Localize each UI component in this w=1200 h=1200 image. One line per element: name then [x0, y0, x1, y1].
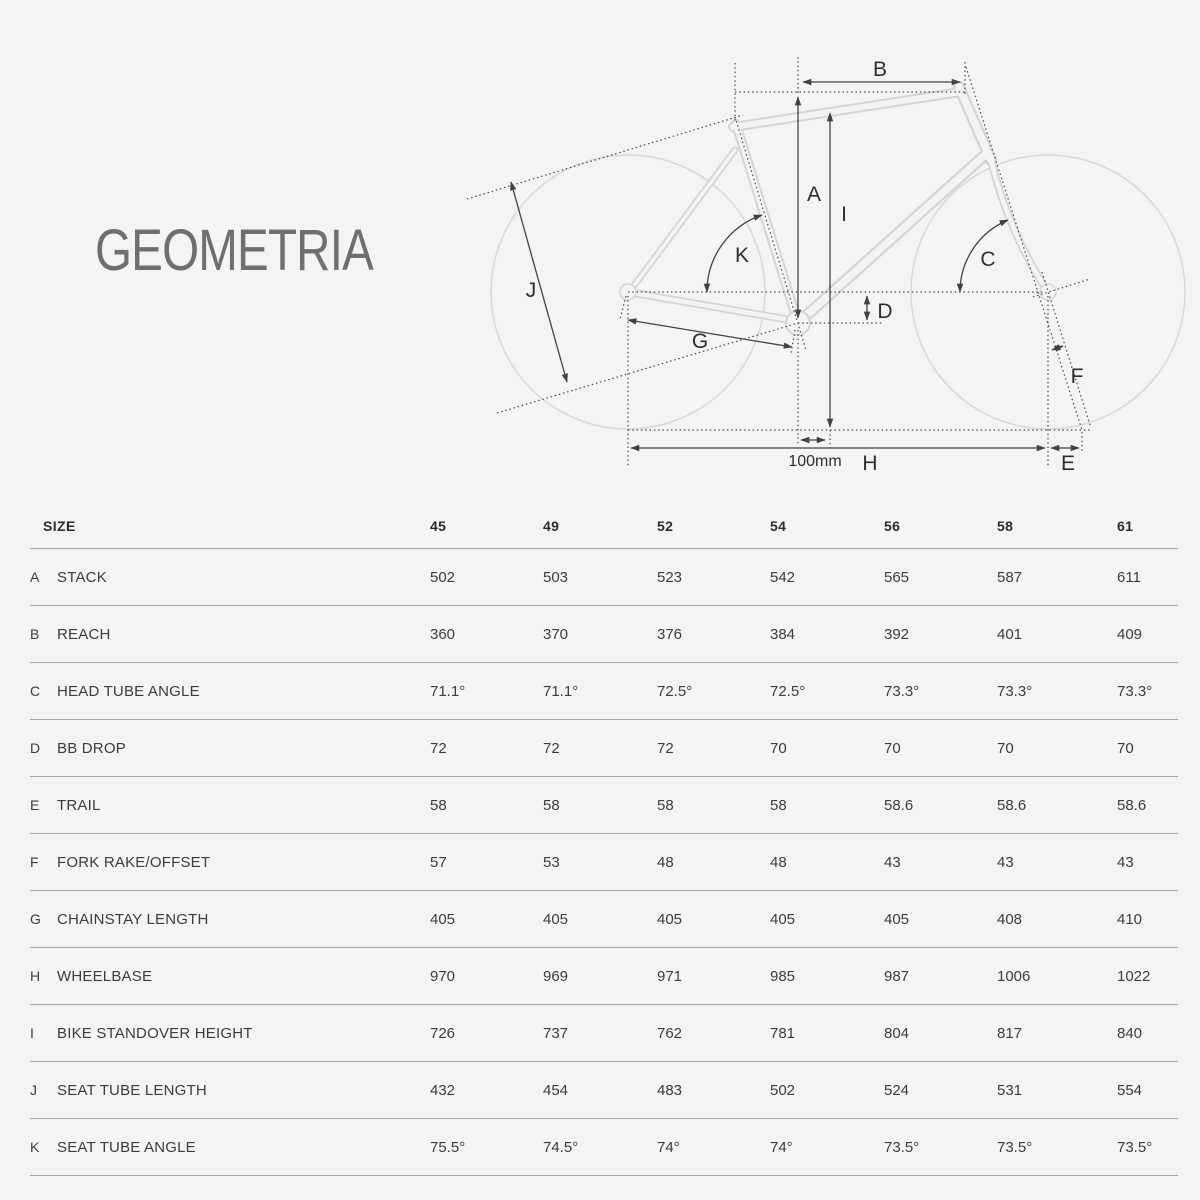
label-bb-drop: D	[877, 300, 893, 323]
value-cell: 71.1°	[543, 663, 657, 720]
label-head-tube-angle: C	[980, 248, 996, 271]
size-column-header: 58	[997, 503, 1117, 549]
value-cell: 1006	[997, 948, 1117, 1005]
value-cell: 611	[1117, 549, 1178, 606]
label-trail: E	[1060, 452, 1076, 475]
value-cell: 392	[884, 606, 997, 663]
value-cell: 384	[770, 606, 884, 663]
row-label-cell	[30, 663, 430, 720]
value-cell: 531	[997, 1062, 1117, 1119]
row-label-cell	[30, 1005, 430, 1062]
value-cell: 43	[884, 834, 997, 891]
value-cell: 969	[543, 948, 657, 1005]
value-cell: 502	[430, 549, 543, 606]
row-label: STACK	[57, 568, 107, 586]
value-cell: 762	[657, 1005, 770, 1062]
dim-line-chainstay	[628, 320, 792, 347]
value-cell: 73.5°	[997, 1119, 1117, 1176]
label-standover: I	[841, 203, 847, 226]
value-cell: 432	[430, 1062, 543, 1119]
value-cell: 58.6	[884, 777, 997, 834]
value-cell: 74°	[770, 1119, 884, 1176]
table-row-bb-drop	[30, 720, 1178, 777]
value-cell: 73.3°	[1117, 663, 1178, 720]
label-stack: A	[806, 183, 822, 206]
value-cell: 971	[657, 948, 770, 1005]
value-cell: 985	[770, 948, 884, 1005]
value-cell: 70	[770, 720, 884, 777]
value-cell: 1022	[1117, 948, 1178, 1005]
row-label: WHEELBASE	[57, 967, 153, 985]
value-cell: 726	[430, 1005, 543, 1062]
row-letter: D	[30, 739, 41, 756]
size-column-header: 52	[657, 503, 770, 549]
value-cell: 405	[770, 891, 884, 948]
value-cell: 454	[543, 1062, 657, 1119]
table-row-head-tube-angle	[30, 663, 1178, 720]
value-cell: 554	[1117, 1062, 1178, 1119]
label-fork-rake: F	[1070, 365, 1084, 388]
page-title: GEOMETRIA	[95, 218, 374, 283]
size-column-header: 49	[543, 503, 657, 549]
table-row-reach	[30, 606, 1178, 663]
value-cell: 405	[430, 891, 543, 948]
label-wheelbase: H	[862, 452, 878, 475]
front-axle	[1040, 284, 1056, 300]
value-cell: 73.5°	[884, 1119, 997, 1176]
row-letter: K	[30, 1138, 40, 1155]
value-cell: 987	[884, 948, 997, 1005]
value-cell: 74.5°	[543, 1119, 657, 1176]
frame-outline	[620, 87, 1056, 335]
dim-line-seat-tube-length	[511, 182, 567, 382]
dim-line-fork-rake	[1052, 346, 1063, 350]
value-cell: 70	[997, 720, 1117, 777]
value-cell: 58	[770, 777, 884, 834]
label-100mm-note: 100mm	[788, 453, 842, 470]
value-cell: 817	[997, 1005, 1117, 1062]
value-cell: 405	[543, 891, 657, 948]
value-cell: 483	[657, 1062, 770, 1119]
geometry-table	[30, 503, 1178, 1176]
value-cell: 58.6	[1117, 777, 1178, 834]
row-label: HEAD TUBE ANGLE	[57, 682, 200, 700]
value-cell: 781	[770, 1005, 884, 1062]
row-label-cell	[30, 777, 430, 834]
table-row-seat-tube-length	[30, 1062, 1178, 1119]
value-cell: 43	[997, 834, 1117, 891]
value-cell: 58	[430, 777, 543, 834]
value-cell: 409	[1117, 606, 1178, 663]
value-cell: 73.5°	[1117, 1119, 1178, 1176]
row-label: BIKE STANDOVER HEIGHT	[57, 1024, 253, 1042]
row-letter: I	[30, 1024, 34, 1041]
value-cell: 405	[884, 891, 997, 948]
value-cell: 370	[543, 606, 657, 663]
value-cell: 840	[1117, 1005, 1178, 1062]
row-label-cell	[30, 948, 430, 1005]
row-label-cell	[30, 1119, 430, 1176]
value-cell: 74°	[657, 1119, 770, 1176]
label-chainstay: G	[691, 330, 709, 353]
row-label: CHAINSTAY LENGTH	[57, 910, 209, 928]
value-cell: 360	[430, 606, 543, 663]
value-cell: 737	[543, 1005, 657, 1062]
value-cell: 565	[884, 549, 997, 606]
row-label: BB DROP	[57, 739, 126, 757]
value-cell: 43	[1117, 834, 1178, 891]
row-letter: F	[30, 853, 39, 870]
value-cell: 73.3°	[884, 663, 997, 720]
value-cell: 376	[657, 606, 770, 663]
value-cell: 70	[1117, 720, 1178, 777]
value-cell: 542	[770, 549, 884, 606]
value-cell: 58.6	[997, 777, 1117, 834]
row-label-cell	[30, 834, 430, 891]
value-cell: 48	[657, 834, 770, 891]
row-label: SEAT TUBE ANGLE	[57, 1138, 196, 1156]
value-cell: 72	[543, 720, 657, 777]
value-cell: 523	[657, 549, 770, 606]
label-reach: B	[872, 58, 888, 81]
row-label-cell	[30, 606, 430, 663]
value-cell: 410	[1117, 891, 1178, 948]
value-cell: 73.3°	[997, 663, 1117, 720]
value-cell: 524	[884, 1062, 997, 1119]
row-letter: A	[30, 568, 40, 585]
size-header: SIZE	[30, 503, 430, 549]
table-row-wheelbase	[30, 948, 1178, 1005]
table-row-trail	[30, 777, 1178, 834]
value-cell: 970	[430, 948, 543, 1005]
size-column-header: 54	[770, 503, 884, 549]
value-cell: 57	[430, 834, 543, 891]
row-letter: C	[30, 682, 41, 699]
value-cell: 408	[997, 891, 1117, 948]
table-row-fork-rake	[30, 834, 1178, 891]
row-letter: E	[30, 796, 40, 813]
row-label-cell	[30, 1062, 430, 1119]
value-cell: 72	[657, 720, 770, 777]
value-cell: 58	[543, 777, 657, 834]
value-cell: 405	[657, 891, 770, 948]
row-letter: G	[30, 910, 41, 927]
table-row-chainstay	[30, 891, 1178, 948]
value-cell: 587	[997, 549, 1117, 606]
value-cell: 401	[997, 606, 1117, 663]
value-cell: 71.1°	[430, 663, 543, 720]
row-label: TRAIL	[57, 796, 101, 814]
row-label-cell	[30, 549, 430, 606]
value-cell: 58	[657, 777, 770, 834]
row-label: REACH	[57, 625, 111, 643]
table-row-stack	[30, 549, 1178, 606]
label-seat-tube-length: J	[525, 279, 537, 302]
row-label-cell	[30, 891, 430, 948]
row-letter: J	[30, 1081, 37, 1098]
table-row-seat-tube-angle	[30, 1119, 1178, 1176]
row-letter: B	[30, 625, 40, 642]
size-column-header: 61	[1117, 503, 1178, 549]
value-cell: 72.5°	[770, 663, 884, 720]
value-cell: 804	[884, 1005, 997, 1062]
size-column-header: 56	[884, 503, 997, 549]
row-label: FORK RAKE/OFFSET	[57, 853, 211, 871]
value-cell: 70	[884, 720, 997, 777]
value-cell: 72	[430, 720, 543, 777]
value-cell: 53	[543, 834, 657, 891]
value-cell: 48	[770, 834, 884, 891]
value-cell: 503	[543, 549, 657, 606]
label-seat-tube-angle: K	[734, 244, 750, 267]
size-column-header: 45	[430, 503, 543, 549]
row-letter: H	[30, 967, 41, 984]
value-cell: 502	[770, 1062, 884, 1119]
row-label: SEAT TUBE LENGTH	[57, 1081, 207, 1099]
table-row-standover	[30, 1005, 1178, 1062]
row-label-cell	[30, 720, 430, 777]
table-header-row	[30, 503, 1178, 549]
bike-geometry-diagram	[0, 0, 1200, 500]
value-cell: 75.5°	[430, 1119, 543, 1176]
value-cell: 72.5°	[657, 663, 770, 720]
